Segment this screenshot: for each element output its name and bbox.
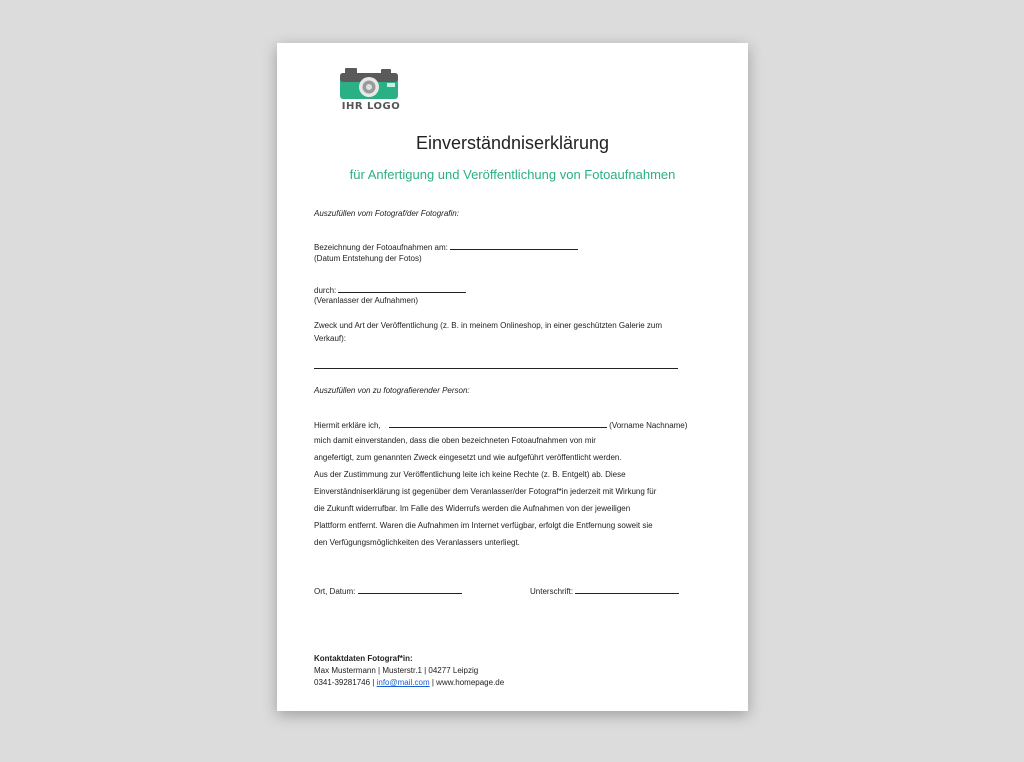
place-date-label: Ort, Datum:	[314, 587, 356, 596]
purpose-line-1: Zweck und Art der Veröffentlichung (z. B. in meinem Onlineshop, in einer geschützten Galerie zum	[314, 321, 663, 330]
date-field-blank[interactable]	[450, 241, 578, 250]
declaration-suffix: (Vorname Nachname)	[609, 421, 688, 430]
camera-icon	[337, 65, 409, 105]
contact-address: Max Mustermann | Musterstr.1 | 04277 Leipzig	[314, 666, 479, 675]
declaration-prefix: Hiermit erkläre ich,	[314, 421, 381, 430]
by-field-label: durch:	[314, 286, 337, 295]
purpose-blank-line[interactable]	[314, 368, 678, 369]
place-date-blank[interactable]	[358, 585, 462, 594]
by-field-blank[interactable]	[338, 284, 466, 293]
section-person-heading: Auszufüllen von zu fotografierender Person:	[314, 386, 470, 395]
date-field-label: Bezeichnung der Fotoaufnahmen am:	[314, 243, 448, 252]
body-line: Aus der Zustimmung zur Veröffentlichung leite ich keine Rechte (z. B. Entgelt) ab. Diese	[314, 470, 626, 479]
name-field-blank[interactable]	[389, 419, 607, 428]
date-field-row	[314, 241, 578, 253]
document-subtitle: für Anfertigung und Veröffentlichung von Fotoaufnahmen	[349, 167, 676, 182]
logo	[337, 65, 409, 121]
contact-line-2	[314, 677, 504, 688]
section-photographer-heading: Auszufüllen vom Fotograf/der Fotografin:	[314, 209, 459, 218]
logo-text: IHR LOGO	[341, 101, 401, 112]
declaration-row	[314, 419, 687, 431]
body-line: Plattform entfernt. Waren die Aufnahmen im Internet verfügbar, erfolgt die Entfernung soweit sie	[314, 521, 653, 530]
contact-heading: Kontaktdaten Fotograf*in:	[314, 654, 413, 663]
contact-phone: 0341-39281746 |	[314, 678, 375, 687]
purpose-line-2: Verkauf):	[314, 334, 347, 343]
contact-web: | www.homepage.de	[431, 678, 505, 687]
document-page	[277, 43, 748, 711]
by-field-note: (Veranlasser der Aufnahmen)	[314, 296, 419, 305]
body-line: Einverständniserklärung ist gegenüber dem Veranlasser/der Fotograf*in jederzeit mit Wirkung für	[314, 487, 657, 496]
signature-label: Unterschrift:	[530, 587, 574, 596]
signature-blank[interactable]	[575, 585, 679, 594]
body-line: mich damit einverstanden, dass die oben bezeichneten Fotoaufnahmen von mir	[314, 436, 596, 445]
document-title: Einverständniserklärung	[415, 133, 610, 153]
place-date-row	[314, 585, 462, 597]
date-field-note: (Datum Entstehung der Fotos)	[314, 254, 422, 263]
body-line: angefertigt, zum genannten Zweck eingesetzt und wie aufgeführt veröffentlicht werden.	[314, 453, 622, 462]
body-line: die Zukunft widerrufbar. Im Falle des Widerrufs werden die Aufnahmen von der jeweiligen	[314, 504, 631, 513]
signature-row	[530, 585, 679, 597]
contact-email-link[interactable]: info@mail.com	[376, 678, 430, 687]
body-line: den Verfügungsmöglichkeiten des Veranlassers unterliegt.	[314, 538, 520, 547]
